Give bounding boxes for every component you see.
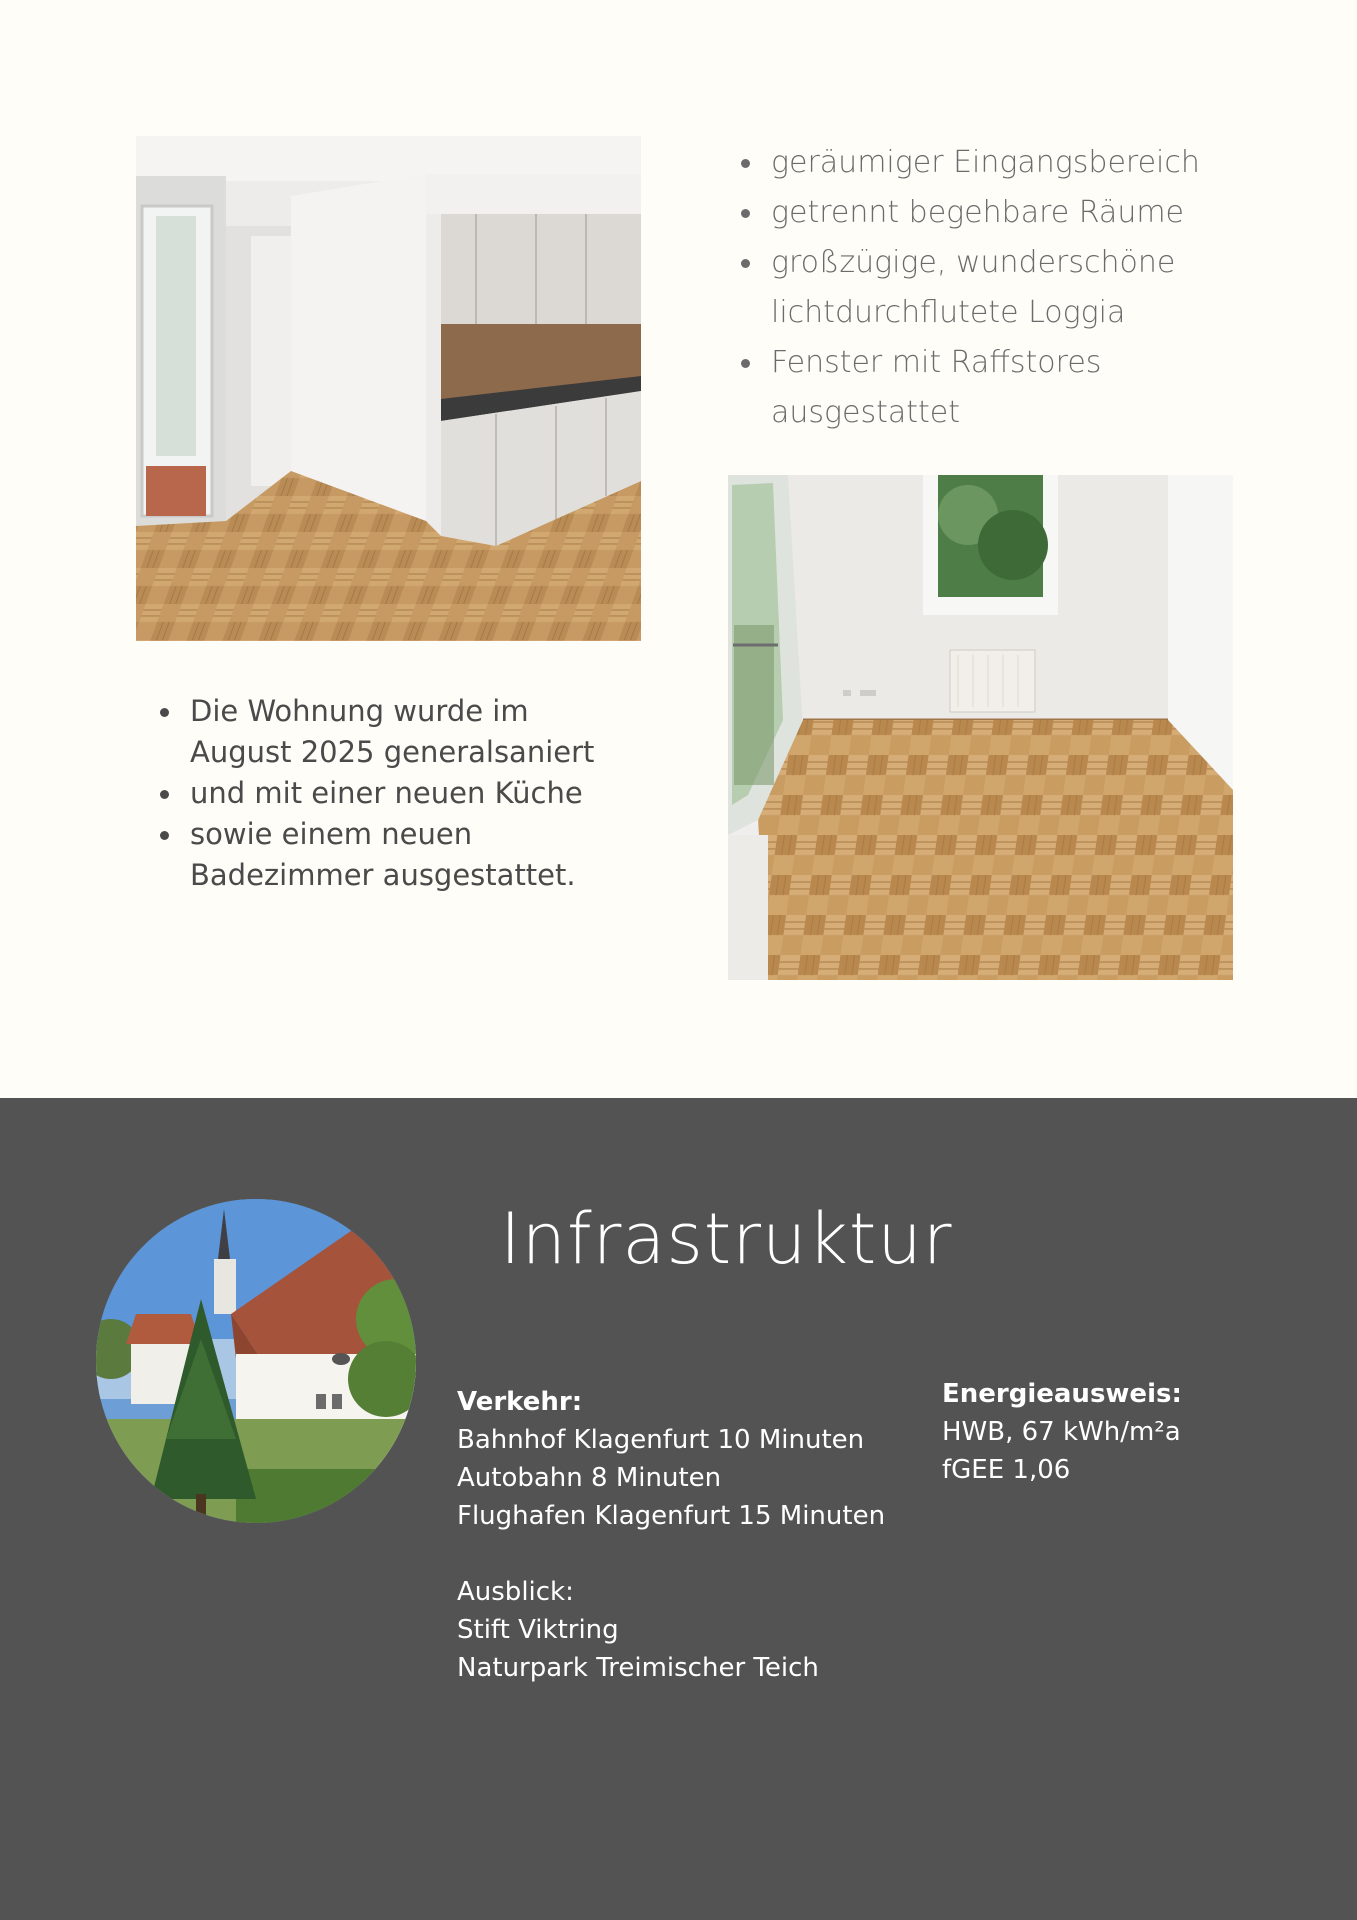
infrastructure-title: Infrastruktur: [500, 1198, 953, 1280]
spacer: [457, 1535, 887, 1573]
view-line-stift: Stift Viktring: [457, 1615, 619, 1645]
feature-item-entrance: geräumiger Eingangsbereich: [733, 138, 1293, 188]
feature-item-loggia: großzügige, wunderschöne lichtdurchflutete Loggia: [733, 238, 1293, 338]
feature-list: [733, 138, 1293, 438]
traffic-line-airport: Flughafen Klagenfurt 15 Minuten: [457, 1501, 886, 1531]
energy-line-fgee: fGEE 1,06: [942, 1455, 1071, 1485]
energy-certificate-column: [942, 1375, 1322, 1489]
stift-viktring-photo: [96, 1199, 416, 1523]
feature-item-windows: Fenster mit Raffstores ausgestattet: [733, 338, 1293, 438]
traffic-heading: Verkehr:: [457, 1387, 583, 1417]
traffic-line-train: Bahnhof Klagenfurt 10 Minuten: [457, 1425, 865, 1455]
renovation-list: [152, 691, 632, 896]
traffic-line-highway: Autobahn 8 Minuten: [457, 1463, 722, 1493]
energy-heading: Energieausweis:: [942, 1379, 1182, 1409]
room-photo: [728, 475, 1233, 980]
view-line-naturpark: Naturpark Treimischer Teich: [457, 1653, 819, 1683]
traffic-and-view-column: [457, 1383, 887, 1687]
renovation-item-bathroom: sowie einem neuen Badezimmer ausgestattet.: [152, 814, 632, 896]
renovation-item-date: Die Wohnung wurde im August 2025 generalsaniert: [152, 691, 632, 773]
kitchen-living-photo: [136, 136, 641, 641]
renovation-item-kitchen: und mit einer neuen Küche: [152, 773, 632, 814]
view-heading: Ausblick:: [457, 1577, 574, 1607]
energy-line-hwb: HWB, 67 kWh/m²a: [942, 1417, 1181, 1447]
feature-item-rooms: getrennt begehbare Räume: [733, 188, 1293, 238]
